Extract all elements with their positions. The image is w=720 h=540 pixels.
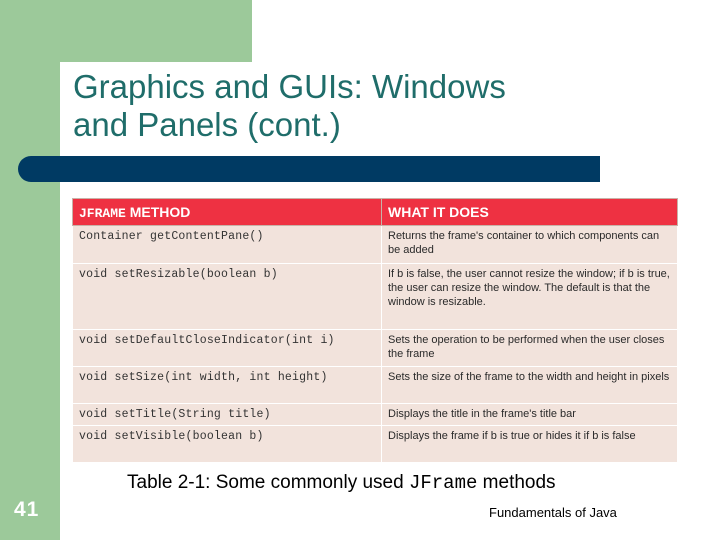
caption-code: JFrame: [408, 472, 478, 494]
method-signature: Container getContentPane(): [73, 226, 382, 264]
slide-title: [73, 68, 506, 144]
table-row: [73, 226, 678, 264]
table-row: [73, 264, 678, 330]
method-signature: void setDefaultCloseIndicator(int i): [73, 330, 382, 367]
method-signature: void setVisible(boolean b): [73, 426, 382, 463]
method-description: Sets the size of the frame to the width and height in pixels: [382, 367, 678, 404]
method-description: Displays the frame if b is true or hides it if b is false: [382, 426, 678, 463]
table-header-row: [73, 199, 678, 226]
table-row: [73, 330, 678, 367]
table-caption: [127, 472, 556, 494]
jframe-methods-table: [72, 198, 678, 463]
method-description: If b is false, the user cannot resize the window; if b is true, the user can resize the window. The default is that the window is resizable.: [382, 264, 678, 330]
table-row: [73, 404, 678, 426]
caption-prefix: Table 2-1: Some commonly used: [127, 472, 409, 493]
table-row: [73, 367, 678, 404]
caption-suffix: methods: [477, 472, 556, 493]
slide-title-line-1: Graphics and GUIs: Windows: [73, 68, 506, 105]
left-sidebar-band: [0, 0, 60, 540]
slide-number: 41: [14, 498, 40, 521]
slide-title-line-2: and Panels (cont.): [73, 106, 341, 143]
header-method: [73, 199, 382, 226]
header-what-it-does: WHAT IT DOES: [382, 199, 678, 226]
method-description: Displays the title in the frame's title bar: [382, 404, 678, 426]
top-accent-block: [60, 0, 252, 62]
method-description: Returns the frame's container to which components can be added: [382, 226, 678, 264]
title-divider-bar: [18, 156, 600, 182]
header-method-word: METHOD: [125, 203, 191, 220]
header-method-code: JFRAME: [79, 205, 126, 221]
footer-text: Fundamentals of Java: [489, 505, 617, 520]
method-signature: void setSize(int width, int height): [73, 367, 382, 404]
method-signature: void setTitle(String title): [73, 404, 382, 426]
table-row: [73, 426, 678, 463]
method-signature: void setResizable(boolean b): [73, 264, 382, 330]
method-description: Sets the operation to be performed when the user closes the frame: [382, 330, 678, 367]
